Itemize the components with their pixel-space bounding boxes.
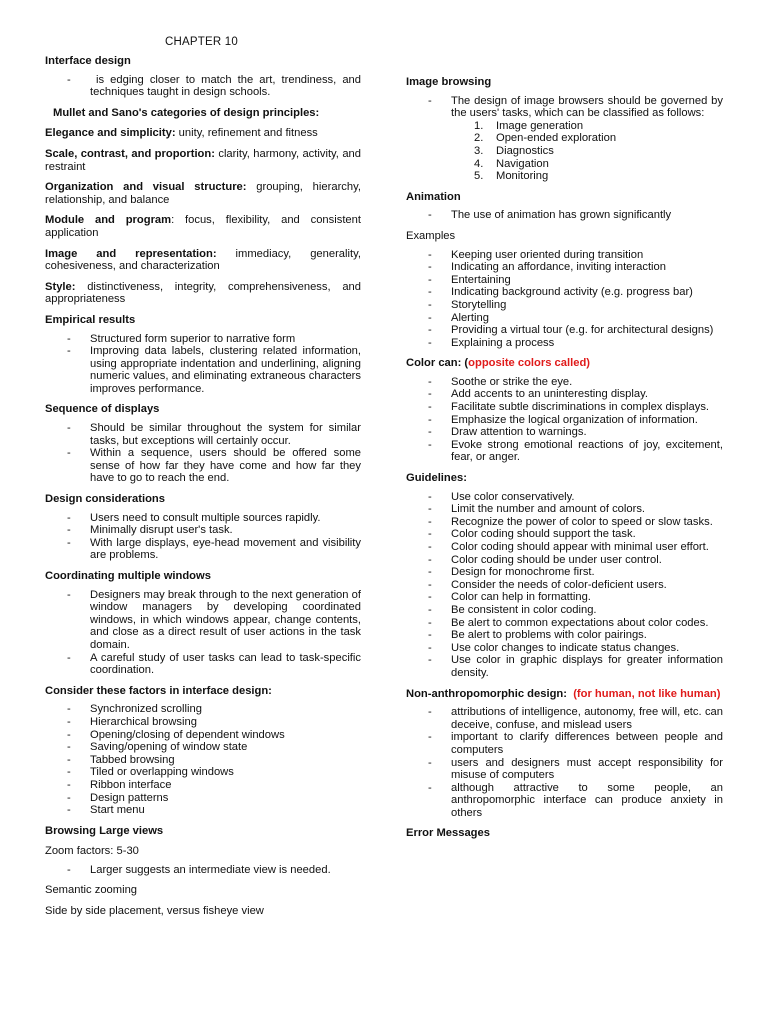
- section-interface-design: [45, 55, 361, 99]
- heading-sequence-of-displays: Sequence of displays: [45, 403, 160, 416]
- list-item: - Synchronized scrolling: [45, 703, 361, 716]
- list-item: - Draw attention to warnings.: [406, 426, 723, 439]
- non-anthro-list: [406, 706, 723, 819]
- item-text: Diagnostics: [496, 144, 554, 157]
- list-item: - Evoke strong emotional reactions of joy, excitement, fear, or anger.: [406, 439, 723, 464]
- non-anthro-heading-note: (for human, not like human): [573, 687, 721, 700]
- list-item: - Users need to consult multiple sources rapidly.: [45, 512, 361, 525]
- list-item: - Improving data labels, clustering related information, using appropriate indentation and underlining, aligning numeric values, and eliminating extraneous characters improves performance.: [45, 345, 361, 395]
- color-heading-note: opposite colors called): [468, 357, 591, 370]
- list-item: - Saving/opening of window state: [45, 741, 361, 754]
- list-item: - Start menu: [45, 804, 361, 817]
- list-item: - important to clarify differences between people and computers: [406, 731, 723, 756]
- heading-browsing-large-views: Browsing Large views: [45, 824, 164, 837]
- list-item: - Use color changes to indicate status changes.: [406, 642, 723, 655]
- principle-item: [45, 181, 361, 206]
- numbered-item: [474, 170, 723, 183]
- list-item: - Indicating background activity (e.g. progress bar): [406, 286, 723, 299]
- list-item: - Color coding should be under user control.: [406, 554, 723, 567]
- principle-term: Image and representation:: [45, 247, 217, 260]
- list-item: - With large displays, eye-head movement and visibility are problems.: [45, 537, 361, 562]
- principle-term: Style:: [45, 280, 76, 293]
- principle-text: immediacy, generality, cohesiveness, and characterization: [45, 247, 361, 273]
- examples-list: [406, 249, 723, 350]
- factors-list: [45, 703, 361, 816]
- list-item: - although attractive to some people, an anthropomorphic interface can produce anxiety in others: [406, 782, 723, 820]
- list-item: - Color can help in formatting.: [406, 591, 723, 604]
- heading-principles: Mullet and Sano's categories of design principles:: [53, 106, 320, 119]
- principle-item: [45, 127, 361, 140]
- left-column: [45, 55, 361, 918]
- heading-image-browsing: Image browsing: [406, 76, 492, 88]
- item-number: 3.: [474, 144, 484, 157]
- list-item: - attributions of intelligence, autonomy, free will, etc. can deceive, confuse, and mislead users: [406, 706, 723, 731]
- list-item: - Opening/closing of dependent windows: [45, 729, 361, 742]
- browsing-large-list: [45, 864, 361, 877]
- coordinating-list: [45, 589, 361, 677]
- list-item: - Consider the needs of color-deficient users.: [406, 579, 723, 592]
- principle-item: [45, 281, 361, 306]
- principle-item: [45, 214, 361, 239]
- heading-error-messages: Error Messages: [406, 827, 490, 840]
- page-title: CHAPTER 10: [165, 36, 238, 48]
- heading-non-anthropomorphic: [406, 688, 723, 701]
- list-item: - Use color in graphic displays for greater information density.: [406, 654, 723, 679]
- principle-item: [45, 148, 361, 173]
- list-item: - Design patterns: [45, 792, 361, 805]
- list-item: - Minimally disrupt user's task.: [45, 524, 361, 537]
- principle-term: Elegance and simplicity:: [45, 127, 176, 140]
- list-item: - Storytelling: [406, 299, 723, 312]
- principle-text: distinctiveness, integrity, comprehensiveness, and appropriateness: [45, 280, 361, 306]
- list-item: - Limit the number and amount of colors.: [406, 503, 723, 516]
- list-item: - Within a sequence, users should be offered some sense of how far they have come and how far they have to go to reach the end.: [45, 447, 361, 485]
- list-item: [45, 74, 361, 99]
- heading-design-considerations: Design considerations: [45, 493, 165, 506]
- list-item: - Facilitate subtle discriminations in complex displays.: [406, 401, 723, 414]
- color-list: [406, 376, 723, 464]
- list-item: - Use color conservatively.: [406, 491, 723, 504]
- color-heading-text: Color can: (: [406, 357, 469, 370]
- numbered-item: [474, 132, 723, 145]
- list-item: - Add accents to an uninteresting display.: [406, 388, 723, 401]
- list-item: - Tabbed browsing: [45, 754, 361, 767]
- empirical-list: [45, 333, 361, 396]
- numbered-item: [474, 145, 723, 158]
- list-item-text: is edging closer to match the art, trendiness, and techniques taught in design schools.: [90, 73, 361, 99]
- list-item: - Hierarchical browsing: [45, 716, 361, 729]
- principle-text: : focus, flexibility, and consistent application: [45, 214, 361, 239]
- principle-term: Scale, contrast, and proportion:: [45, 147, 215, 160]
- item-number: 5.: [474, 170, 484, 183]
- heading-animation: Animation: [406, 190, 461, 203]
- principle-text: grouping, hierarchy, relationship, and balance: [45, 181, 361, 206]
- heading-empirical-results: Empirical results: [45, 313, 136, 326]
- list-item: - Providing a virtual tour (e.g. for architectural designs): [406, 324, 723, 337]
- list-item: - Ribbon interface: [45, 779, 361, 792]
- semantic-zooming: Semantic zooming: [45, 884, 138, 897]
- list-item: - A careful study of user tasks can lead to task-specific coordination.: [45, 652, 361, 677]
- list-item: - Emphasize the logical organization of information.: [406, 414, 723, 427]
- item-text: Open-ended exploration: [496, 132, 617, 145]
- principle-term: Organization and visual structure:: [45, 181, 247, 194]
- list-item: - Color coding should support the task.: [406, 528, 723, 541]
- image-browsing-list: [406, 95, 723, 120]
- item-text: Image generation: [496, 119, 584, 132]
- list-item: - Be consistent in color coding.: [406, 604, 723, 617]
- right-column: [406, 76, 723, 840]
- guidelines-list: [406, 491, 723, 680]
- animation-list: [406, 209, 723, 222]
- numbered-item: [474, 120, 723, 133]
- heading-color-can: [406, 357, 723, 370]
- list-item: - Recognize the power of color to speed or slow tasks.: [406, 516, 723, 529]
- list-item: - Soothe or strike the eye.: [406, 376, 723, 389]
- list-item: - Structured form superior to narrative form: [45, 333, 361, 346]
- list-item: - Tiled or overlapping windows: [45, 766, 361, 779]
- list-item: - Design for monochrome first.: [406, 566, 723, 579]
- item-number: 2.: [474, 132, 484, 145]
- list-item: - Color coding should appear with minimal user effort.: [406, 541, 723, 554]
- list-item: - Alerting: [406, 312, 723, 325]
- heading-interface-factors: Consider these factors in interface design:: [45, 684, 272, 697]
- item-text: Navigation: [496, 157, 549, 170]
- task-classification-list: [406, 120, 723, 183]
- list-item: - The design of image browsers should be governed by the users' tasks, which can be classified as follows:: [406, 95, 723, 120]
- list-item: - Designers may break through to the next generation of window managers by developing coordinated windows, in which windows appear, change contents, and close as a direct result of user actions in the task domain.: [45, 589, 361, 652]
- heading-guidelines: Guidelines:: [406, 472, 467, 485]
- zoom-factors: Zoom factors: 5-30: [45, 845, 139, 858]
- heading-coordinating-windows: Coordinating multiple windows: [45, 570, 211, 582]
- list-item: - Be alert to problems with color pairings.: [406, 629, 723, 642]
- design-considerations-list: [45, 512, 361, 562]
- list-item: - Should be similar throughout the system for similar tasks, but exceptions will certainly occur.: [45, 422, 361, 447]
- list-item: - Entertaining: [406, 274, 723, 287]
- principle-text: clarity, harmony, activity, and restraint: [45, 147, 361, 173]
- non-anthro-heading-text: Non-anthropomorphic design:: [406, 687, 567, 700]
- item-text: Monitoring: [496, 170, 549, 183]
- side-by-side: Side by side placement, versus fisheye view: [45, 905, 264, 918]
- principles-list: [45, 127, 361, 306]
- heading-interface-design: Interface design: [45, 55, 131, 67]
- list-item: - Indicating an affordance, inviting interaction: [406, 261, 723, 274]
- list-item: - Be alert to common expectations about color codes.: [406, 617, 723, 630]
- interface-design-list: [45, 74, 361, 99]
- principle-item: [45, 248, 361, 273]
- list-item: - users and designers must accept responsibility for misuse of computers: [406, 757, 723, 782]
- list-item: - The use of animation has grown significantly: [406, 209, 723, 222]
- item-number: 4.: [474, 157, 484, 170]
- heading-examples: Examples: [406, 229, 456, 242]
- principle-text: unity, refinement and fitness: [175, 127, 318, 140]
- list-item: - Larger suggests an intermediate view is needed.: [45, 864, 361, 877]
- principle-term: Module and program: [45, 214, 172, 227]
- list-item: - Keeping user oriented during transition: [406, 249, 723, 262]
- sequence-list: [45, 422, 361, 485]
- list-item: - Explaining a process: [406, 337, 723, 350]
- item-number: 1.: [474, 119, 484, 132]
- numbered-item: [474, 158, 723, 171]
